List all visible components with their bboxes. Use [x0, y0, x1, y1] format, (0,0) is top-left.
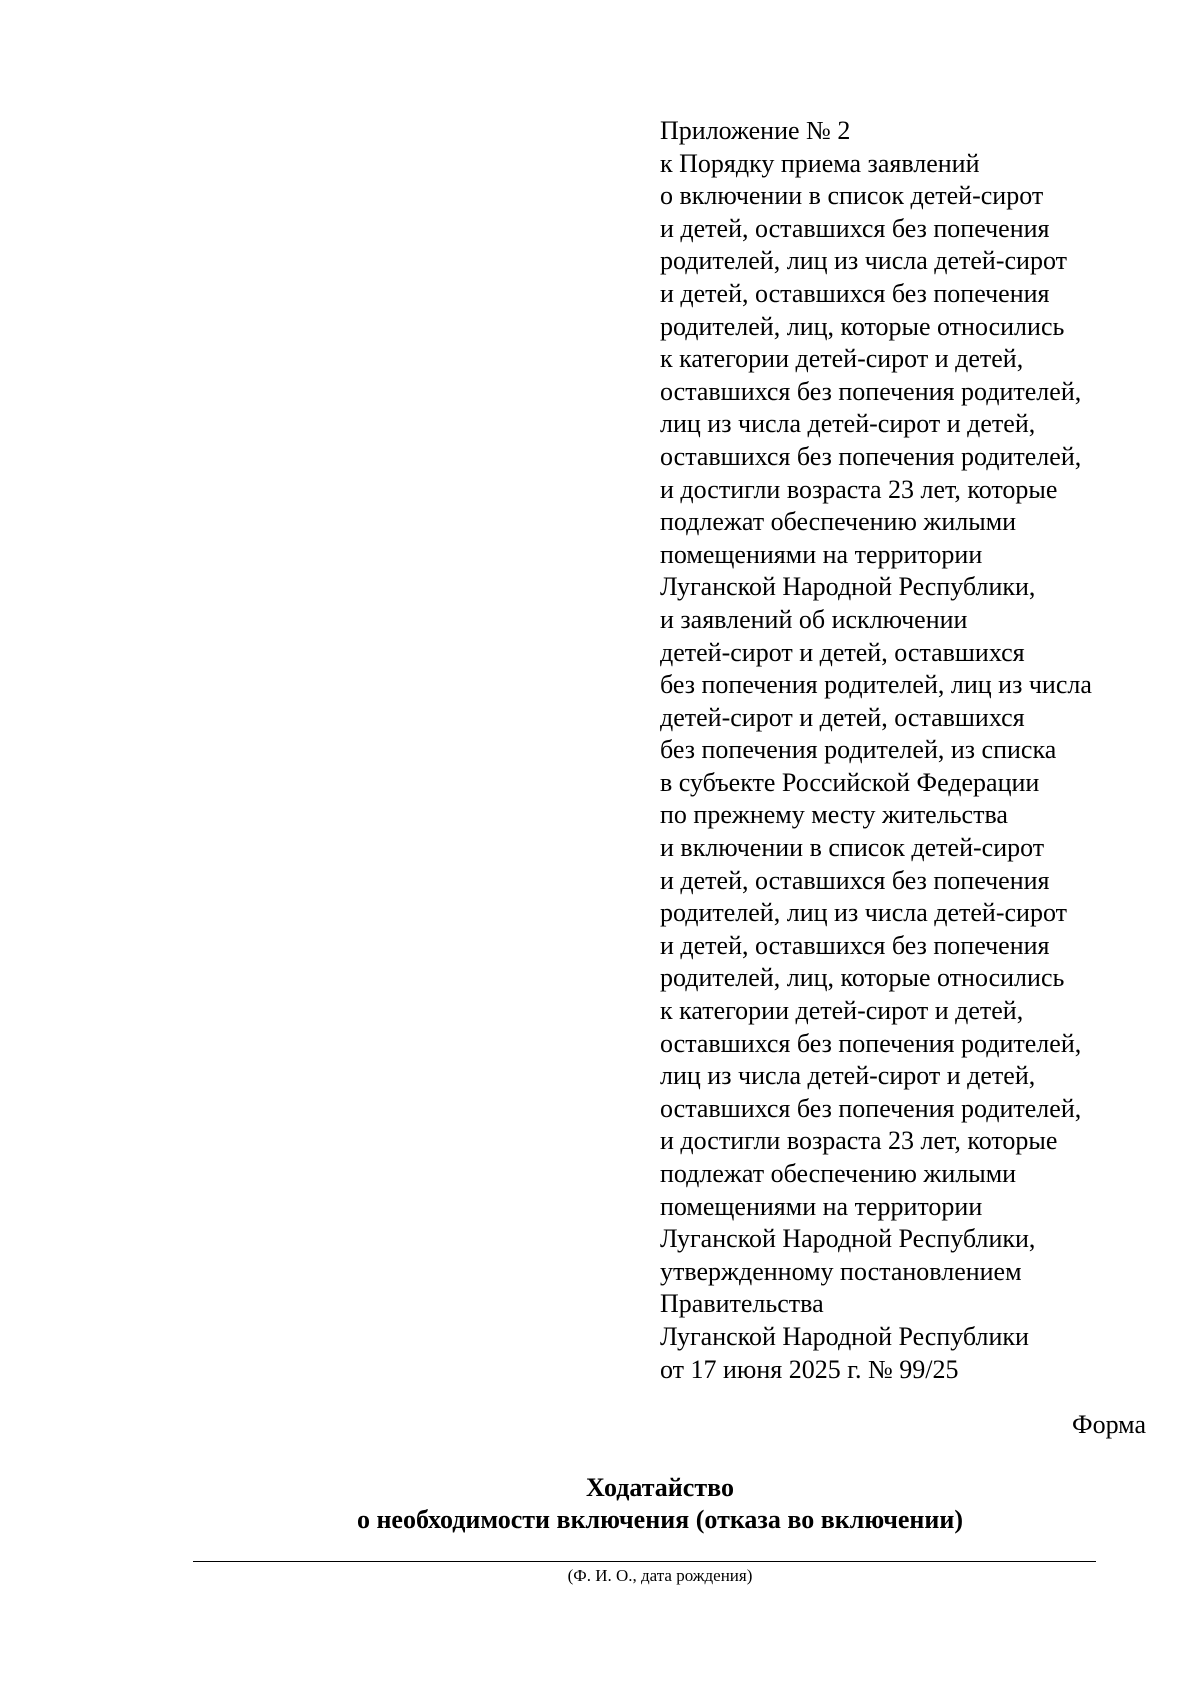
appendix-line: лиц из числа детей-сирот и детей,	[660, 409, 1036, 439]
appendix-line: оставшихся без попечения родителей,	[660, 441, 1082, 471]
appendix-line: родителей, лиц из числа детей-сирот	[660, 246, 1067, 276]
appendix-line: подлежат обеспечению жилыми	[660, 1159, 1017, 1188]
appendix-line: к Порядку приема заявлений	[660, 148, 980, 178]
appendix-line: по прежнему месту жительства	[660, 800, 1008, 830]
appendix-line: помещениями на территории	[660, 539, 983, 569]
appendix-line: детей-сирот и детей, оставшихся	[660, 637, 1025, 667]
appendix-line: и достигли возраста 23 лет, которые	[660, 1126, 1058, 1156]
appendix-line: лиц из числа детей-сирот и детей,	[660, 1061, 1036, 1091]
document-title: Ходатайство	[586, 1473, 734, 1502]
appendix-line: оставшихся без попечения родителей,	[660, 1028, 1082, 1058]
appendix-line: оставшихся без попечения родителей,	[660, 376, 1082, 406]
appendix-line: о включении в список детей-сирот	[660, 181, 1044, 211]
appendix-line: к категории детей-сирот и детей,	[660, 996, 1024, 1026]
appendix-line: в субъекте Российской Федерации	[660, 767, 1040, 797]
appendix-line: и достигли возраста 23 лет, которые	[660, 474, 1058, 504]
appendix-line: подлежат обеспечению жилыми	[660, 507, 1017, 537]
appendix-line: родителей, лиц, которые относились	[660, 311, 1065, 341]
appendix-line: Луганской Народной Республики	[660, 1321, 1029, 1351]
document-subtitle: о необходимости включения (отказа во включении)	[356, 1505, 964, 1534]
fill-line-hint: (Ф. И. О., дата рождения)	[567, 1566, 753, 1585]
appendix-line: Луганской Народной Республики,	[660, 572, 1036, 602]
form-label: Форма	[1072, 1410, 1146, 1439]
appendix-line: оставшихся без попечения родителей,	[660, 1093, 1082, 1123]
appendix-line: без попечения родителей, из списка	[660, 735, 1057, 765]
appendix-line: Луганской Народной Республики,	[660, 1224, 1036, 1254]
appendix-line: и заявлений об исключении	[660, 604, 968, 634]
appendix-line: помещениями на территории	[660, 1191, 983, 1221]
appendix-line: и детей, оставшихся без попечения	[660, 930, 1050, 960]
appendix-line: и детей, оставшихся без попечения	[660, 278, 1050, 308]
appendix-line: без попечения родителей, лиц из числа	[660, 670, 1092, 700]
name-birthdate-fill-line	[193, 1561, 1096, 1562]
appendix-line: родителей, лиц, которые относились	[660, 963, 1065, 993]
appendix-line: Правительства	[660, 1289, 824, 1319]
appendix-line: к категории детей-сирот и детей,	[660, 344, 1024, 374]
appendix-line: утвержденному постановлением	[660, 1256, 1022, 1286]
appendix-line: и детей, оставшихся без попечения	[660, 213, 1050, 243]
appendix-line: детей-сирот и детей, оставшихся	[660, 702, 1025, 732]
appendix-line: от 17 июня 2025 г. № 99/25	[660, 1354, 959, 1384]
appendix-block	[660, 115, 1092, 1386]
appendix-line: и детей, оставшихся без попечения	[660, 865, 1050, 895]
appendix-line: и включении в список детей-сирот	[660, 833, 1045, 863]
appendix-line: родителей, лиц из числа детей-сирот	[660, 898, 1067, 928]
appendix-line: Приложение № 2	[660, 116, 851, 145]
